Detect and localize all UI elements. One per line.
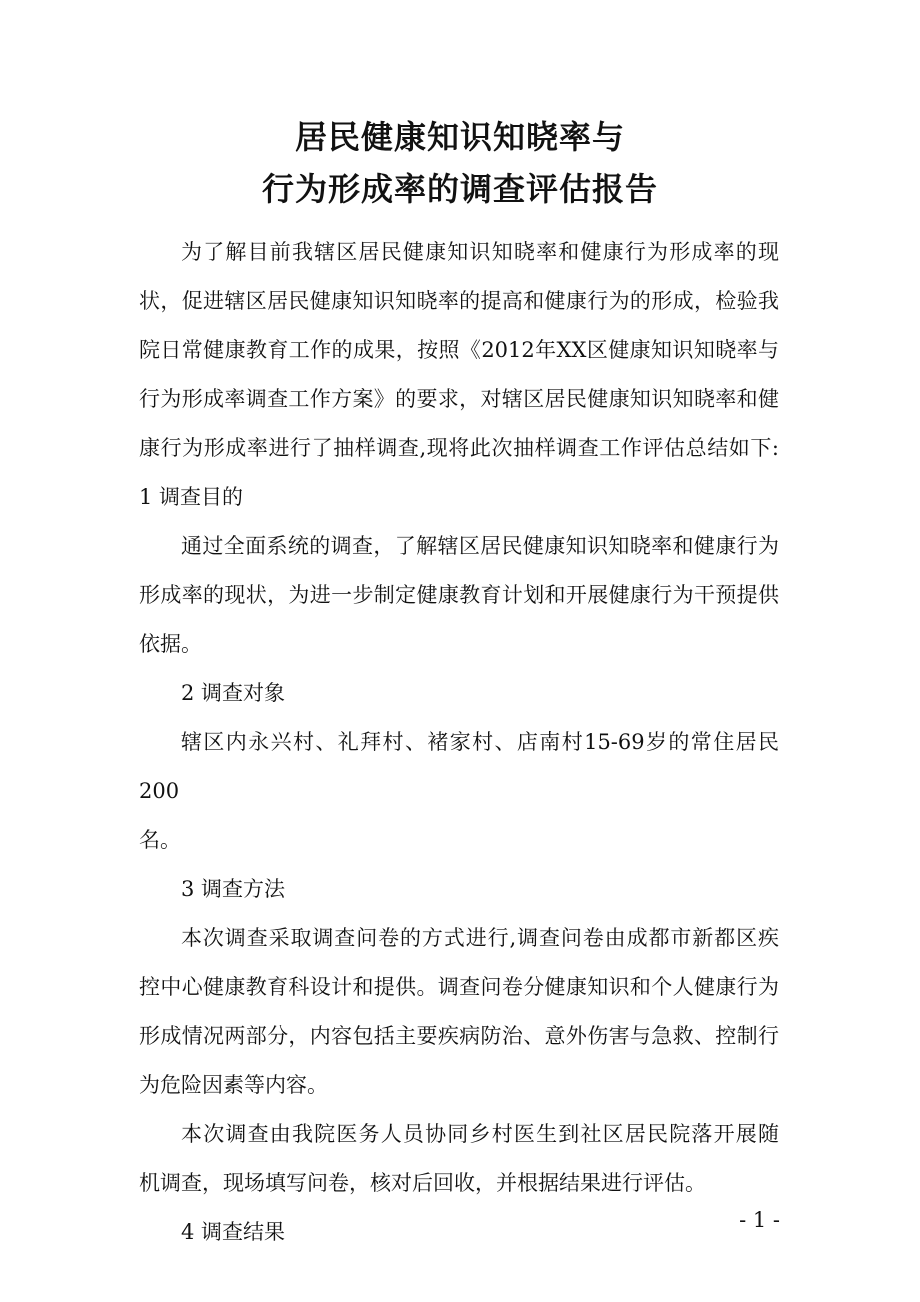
section-heading-subjects: 2 调查对象 [181,681,286,705]
method-line: 形成情况两部分，内容包括主要疾病防治、意外伤害与急救、控制行 [139,1024,779,1048]
subjects-line: 名。 [139,828,181,852]
purpose-line: 形成率的现状，为进一步制定健康教育计划和开展健康行为干预提供 [139,583,779,607]
purpose-line: 通过全面系统的调查，了解辖区居民健康知识知晓率和健康行为 [181,534,779,558]
subjects-line: 辖区内永兴村、礼拜村、褚家村、店南村15-69岁的常住居民200 [139,730,779,803]
intro-line: 为了解目前我辖区居民健康知识知晓率和健康行为形成率的现 [181,240,779,264]
intro-line: 康行为形成率进行了抽样调查,现将此次抽样调查工作评估总结如下: [139,436,779,460]
method-line: 本次调查由我院医务人员协同乡村医生到社区居民院落开展随 [181,1122,779,1146]
section-heading-method: 3 调查方法 [181,877,286,901]
method-line: 机调查，现场填写问卷，核对后回收，并根据结果进行评估。 [139,1171,706,1195]
method-line: 为危险因素等内容。 [139,1073,328,1097]
intro-line: 院日常健康教育工作的成果，按照《2012年XX区健康知识知晓率与 [139,338,779,362]
section-heading-results: 4 调查结果 [181,1220,286,1244]
title-line-1: 居民健康知识知晓率与 [294,118,625,156]
document-body [139,228,779,1257]
section-heading-purpose: 1 调查目的 [139,485,244,509]
purpose-line: 依据。 [139,632,202,656]
method-line: 控中心健康教育科设计和提供。调查问卷分健康知识和个人健康行为 [139,975,779,999]
intro-line: 行为形成率调查工作方案》的要求，对辖区居民健康知识知晓率和健 [139,387,779,411]
method-line: 本次调查采取调查问卷的方式进行,调查问卷由成都市新都区疾 [181,926,779,950]
title-line-2: 行为形成率的调查评估报告 [261,170,658,208]
page-number: - 1 - [739,1208,780,1232]
intro-line: 状，促进辖区居民健康知识知晓率的提高和健康行为的形成，检验我 [139,289,779,313]
